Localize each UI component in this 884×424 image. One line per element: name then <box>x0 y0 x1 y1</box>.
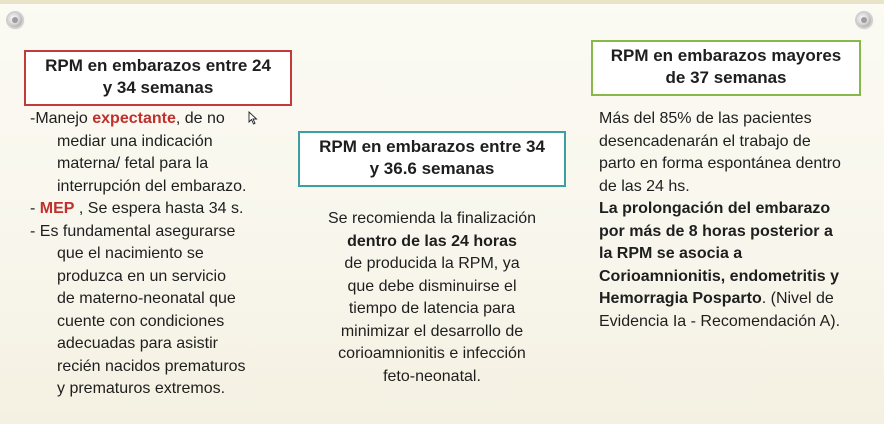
text-line: cuente con condiciones <box>57 312 225 330</box>
column-34-36-content <box>300 208 564 388</box>
text-line: produzca en un servicio <box>57 267 226 285</box>
column-24-34-content <box>30 108 292 401</box>
text-line-bold: La prolongación del embarazo <box>599 200 831 217</box>
bullet-mep <box>30 198 292 221</box>
heading-line: RPM en embarazos entre 24 <box>45 56 271 75</box>
text-line: feto-neonatal. <box>383 367 481 385</box>
heading-line: y 36.6 semanas <box>369 159 495 178</box>
text-line: Evidencia Ia - Recomendación A). <box>599 312 841 330</box>
bullet-continuation <box>30 131 292 199</box>
pushpin-icon <box>8 13 22 27</box>
heading-24-34-weeks <box>24 50 292 106</box>
text-line: Más del 85% de las pacientes <box>599 110 812 127</box>
heading-over-37-weeks <box>591 40 861 96</box>
bullet-text: , de no <box>175 110 225 127</box>
bullet-fundamental <box>30 221 292 401</box>
bullet-continuation <box>30 243 292 401</box>
text-fragment: . (Nivel de <box>761 290 834 307</box>
pushpin-icon <box>857 13 871 27</box>
text-line: materna/ fetal para la <box>57 155 209 172</box>
text-line-bold: por más de 8 horas posterior a <box>599 222 833 240</box>
text-line-mixed <box>599 288 879 311</box>
text-line: parto en forma espontánea dentro <box>599 155 841 172</box>
mouse-cursor-icon <box>248 111 258 125</box>
heading-line: RPM en embarazos mayores <box>610 46 842 65</box>
text-line: interrupción del embarazo. <box>57 177 247 195</box>
highlight-mep: MEP <box>39 200 75 217</box>
text-line: y prematuros extremos. <box>57 380 226 397</box>
text-line-bold: Corioamnionitis, endometritis y <box>599 267 840 285</box>
text-line: que el nacimiento se <box>57 245 204 262</box>
heading-line: RPM en embarazos entre 34 <box>319 137 545 156</box>
text-line: adecuadas para asistir <box>57 335 218 352</box>
text-line: de materno-neonatal que <box>57 290 236 307</box>
heading-34-36-weeks <box>298 131 566 187</box>
text-line-bold: la RPM se asocia a <box>599 245 743 262</box>
heading-line: y 34 semanas <box>102 78 214 97</box>
text-line-bold: dentro de las 24 horas <box>347 232 517 250</box>
text-line: tiempo de latencia para <box>348 300 516 317</box>
text-line: de las 24 hs. <box>599 177 690 195</box>
text-line: de producida la RPM, ya <box>344 255 520 272</box>
bullet-prefix: -Manejo <box>30 110 93 127</box>
text-line: desencadenarán el trabajo de <box>599 132 811 150</box>
bullet-text: , Se espera hasta 34 s. <box>74 200 244 217</box>
highlight-expectante: expectante <box>92 110 176 127</box>
bullet-prefix: - <box>30 200 40 217</box>
text-line: corioamnionitis e infección <box>338 345 526 362</box>
text-line: minimizar el desarrollo de <box>340 322 524 340</box>
heading-line: de 37 semanas <box>665 68 787 87</box>
text-line: que debe disminuirse el <box>347 277 517 295</box>
column-over-37-content <box>599 108 879 333</box>
top-border <box>0 0 884 4</box>
text-line: - Es fundamental asegurarse <box>30 222 236 240</box>
text-line: recién nacidos prematuros <box>57 357 246 375</box>
bold-fragment: Hemorragia Posparto <box>599 290 762 307</box>
text-line: mediar una indicación <box>57 132 213 150</box>
text-line: Se recomienda la finalización <box>327 210 537 227</box>
